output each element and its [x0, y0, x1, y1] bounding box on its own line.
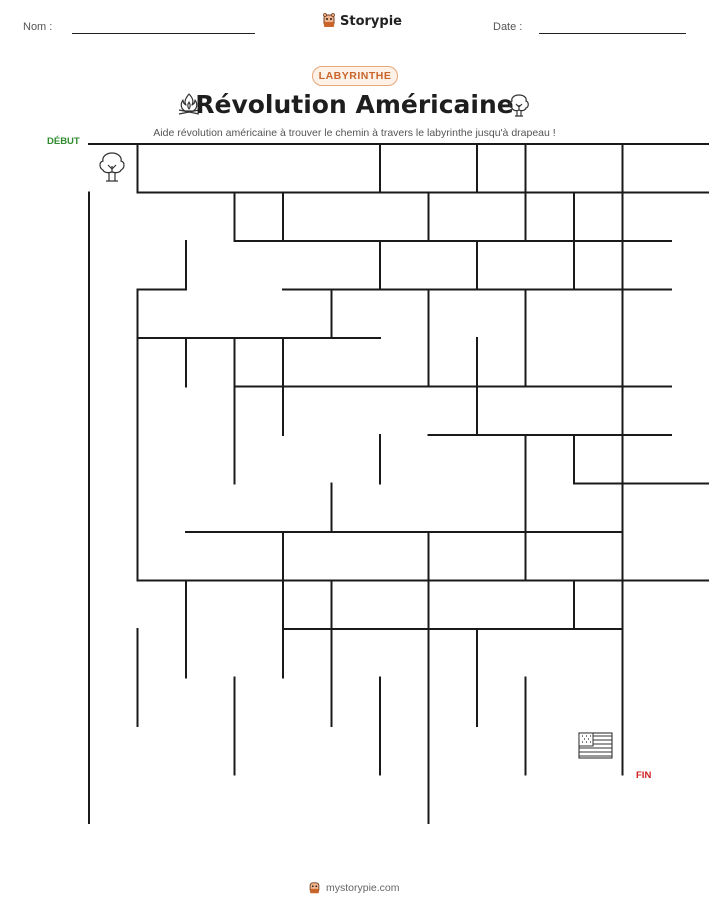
- storypie-mascot-icon: [308, 881, 321, 895]
- name-label: Nom :: [23, 21, 53, 33]
- maze-badge: LABYRINTHE: [312, 66, 398, 86]
- page-title: Révolution Américaine: [195, 90, 514, 119]
- footer-brand: [308, 881, 400, 895]
- us-flag-icon: [579, 733, 612, 758]
- start-tree-icon: [100, 153, 124, 181]
- end-label: FIN: [636, 770, 652, 781]
- instruction-text: Aide révolution américaine à trouver le chemin à travers le labyrinthe jusqu'à drapeau !: [153, 127, 556, 139]
- date-label: Date :: [493, 21, 523, 33]
- start-label: DÉBUT: [47, 136, 80, 147]
- maze-walls: [89, 144, 709, 823]
- footer-site[interactable]: mystorypie.com: [326, 882, 400, 894]
- brand-name: Storypie: [340, 13, 402, 29]
